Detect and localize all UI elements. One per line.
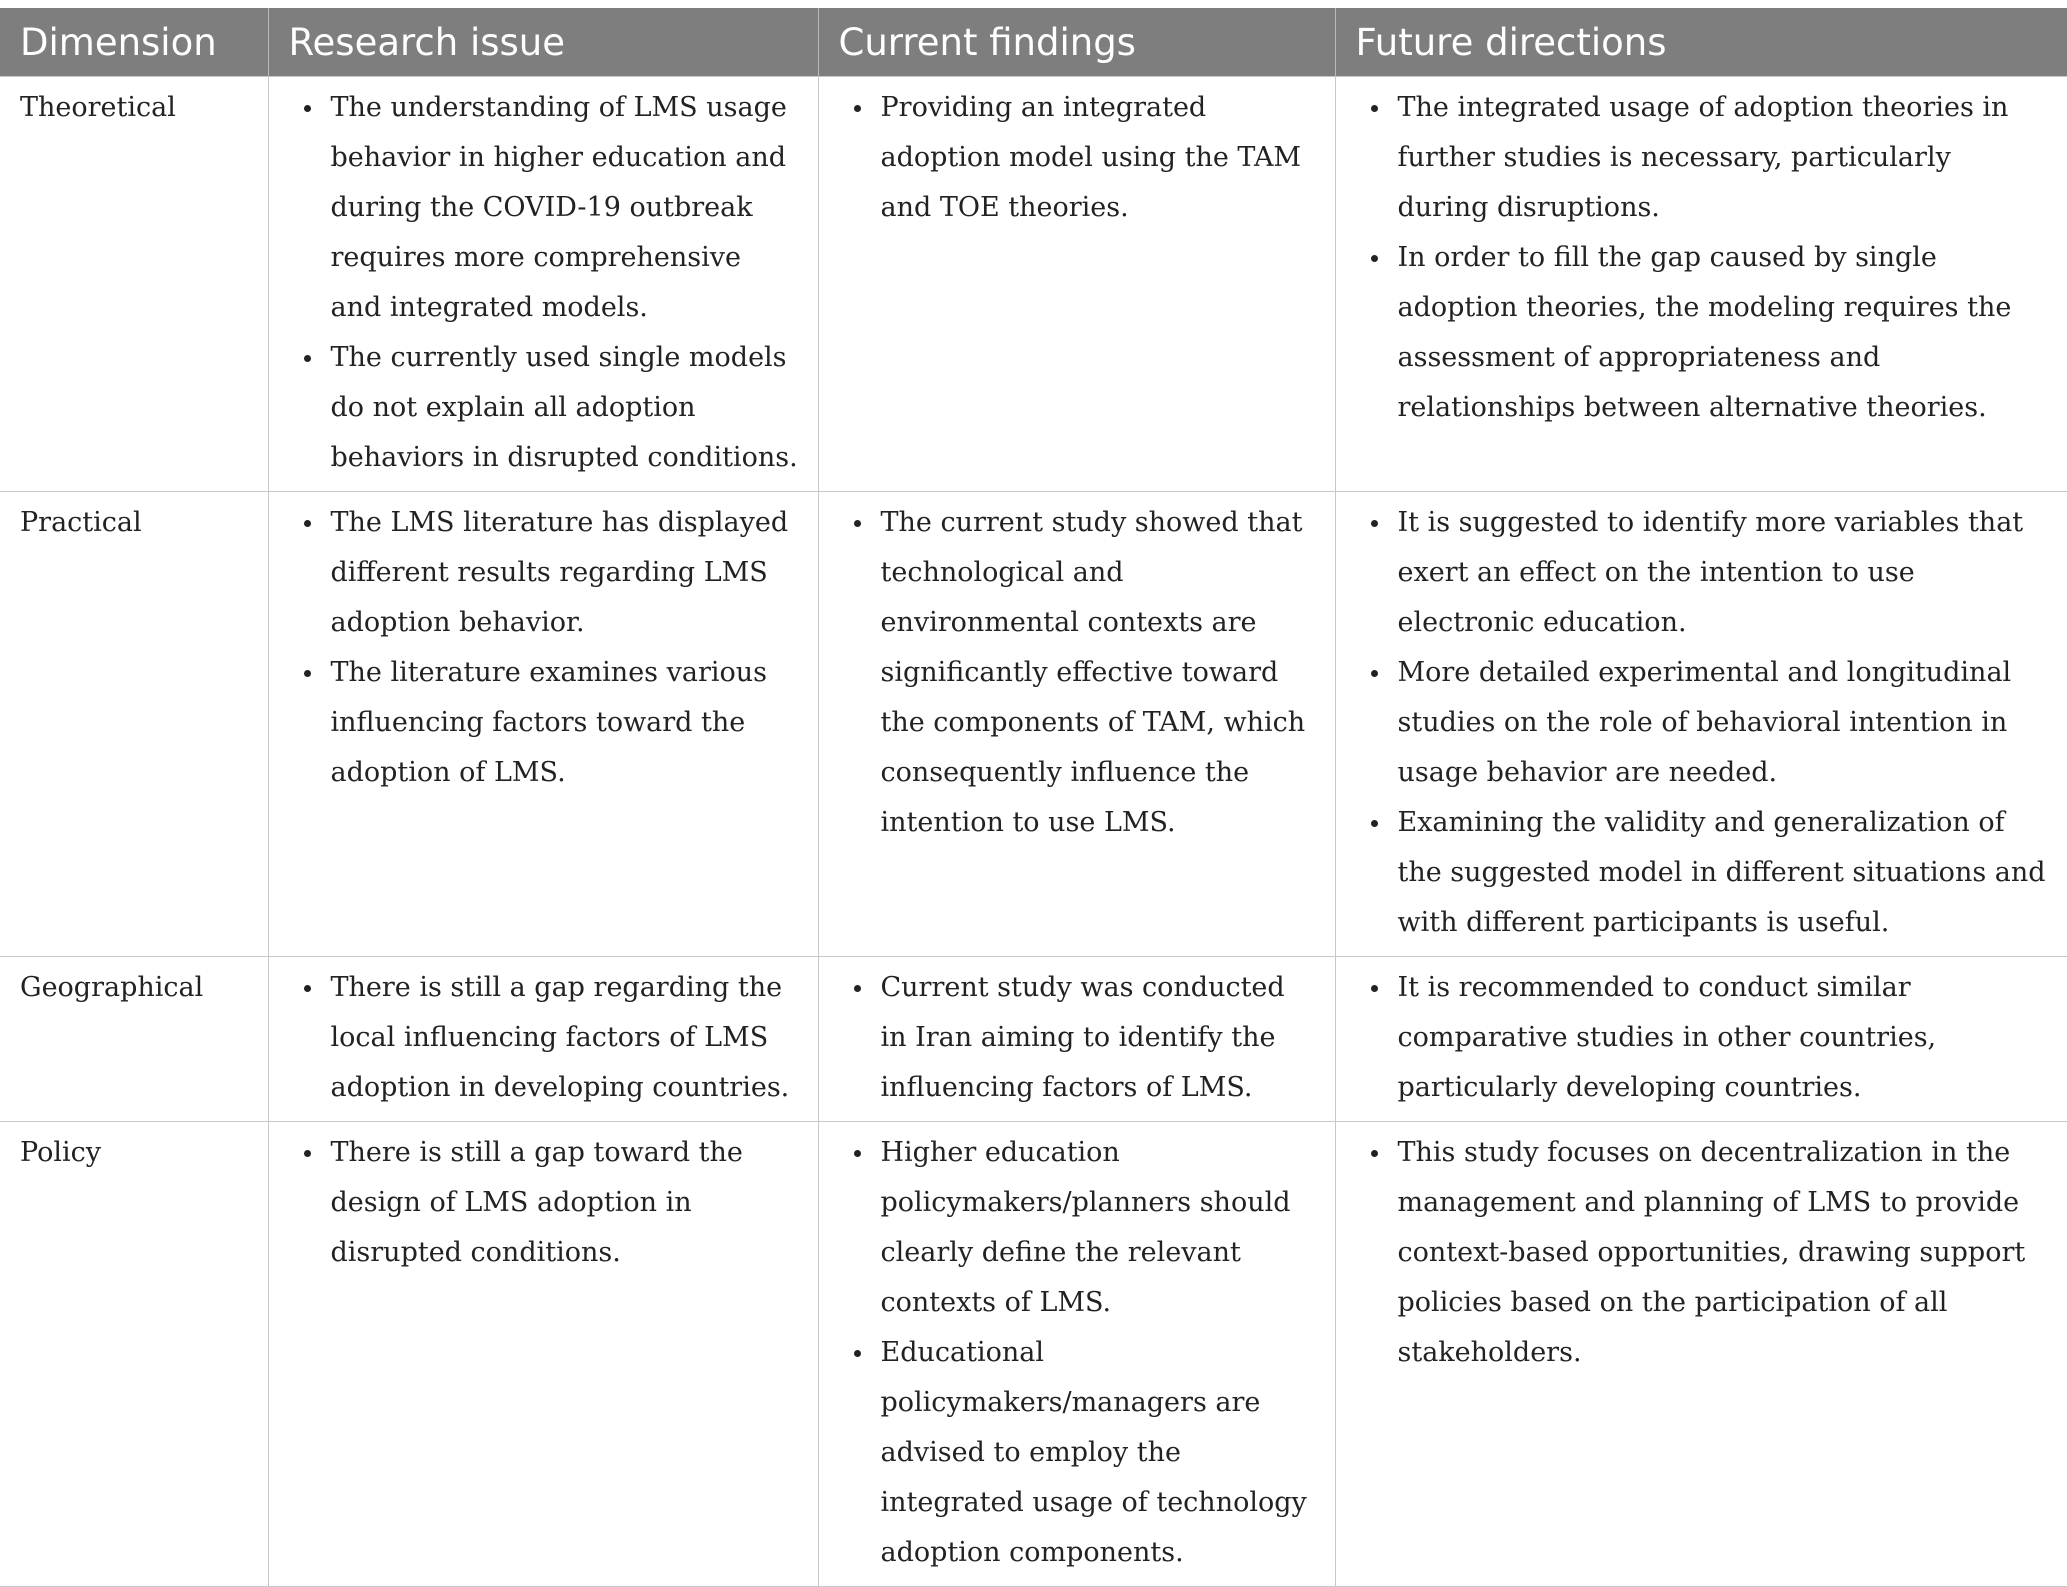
table-row	[0, 1122, 2067, 1587]
table-row	[0, 492, 2067, 957]
list-item: Examining the validity and generalization of the suggested model in different situations and with different participants is useful.	[1368, 798, 2050, 948]
bullet-list	[1356, 498, 2050, 948]
bullet-list	[1356, 83, 2050, 433]
header-row	[0, 8, 2067, 77]
research-issue-cell	[268, 957, 818, 1122]
list-item: The integrated usage of adoption theories in further studies is necessary, particularly during disruptions.	[1368, 83, 2050, 233]
bullet-list	[1356, 963, 2050, 1113]
list-item: The understanding of LMS usage behavior in higher education and during the COVID-19 outbreak requires more comprehensive and integrated models.	[301, 83, 800, 333]
dimension-cell: Theoretical	[0, 77, 268, 492]
list-item: The LMS literature has displayed different results regarding LMS adoption behavior.	[301, 498, 800, 648]
dimension-cell: Geographical	[0, 957, 268, 1122]
header-dimension: Dimension	[0, 8, 268, 77]
list-item: The currently used single models do not explain all adoption behaviors in disrupted conditions.	[301, 333, 800, 483]
list-item: The current study showed that technological and environmental contexts are significantly effective toward the components of TAM, which consequently influence the intention to use LMS.	[851, 498, 1317, 848]
bullet-list	[289, 963, 800, 1113]
bullet-list	[839, 1128, 1317, 1578]
future-directions-cell	[1335, 77, 2067, 492]
header-current-findings: Current findings	[818, 8, 1335, 77]
current-findings-cell	[818, 77, 1335, 492]
list-item: More detailed experimental and longitudinal studies on the role of behavioral intention in usage behavior are needed.	[1368, 648, 2050, 798]
research-issue-cell	[268, 77, 818, 492]
dimension-cell: Policy	[0, 1122, 268, 1587]
list-item: In order to fill the gap caused by single adoption theories, the modeling requires the assessment of appropriateness and relationships between alternative theories.	[1368, 233, 2050, 433]
current-findings-cell	[818, 957, 1335, 1122]
current-findings-cell	[818, 492, 1335, 957]
list-item: There is still a gap regarding the local influencing factors of LMS adoption in developing countries.	[301, 963, 800, 1113]
bullet-list	[839, 963, 1317, 1113]
bullet-list	[289, 498, 800, 798]
bullet-list	[839, 498, 1317, 848]
bullet-list	[839, 83, 1317, 233]
bullet-list	[289, 83, 800, 483]
list-item: This study focuses on decentralization in the management and planning of LMS to provide context-based opportunities, drawing support policies based on the participation of all stakeholders.	[1368, 1128, 2050, 1378]
future-directions-cell	[1335, 492, 2067, 957]
list-item: It is suggested to identify more variables that exert an effect on the intention to use electronic education.	[1368, 498, 2050, 648]
future-directions-cell	[1335, 1122, 2067, 1587]
list-item: There is still a gap toward the design of LMS adoption in disrupted conditions.	[301, 1128, 800, 1278]
table-row	[0, 77, 2067, 492]
header-research-issue: Research issue	[268, 8, 818, 77]
dimension-cell: Practical	[0, 492, 268, 957]
table-row	[0, 957, 2067, 1122]
bullet-list	[289, 1128, 800, 1278]
future-directions-cell	[1335, 957, 2067, 1122]
list-item: Educational policymakers/managers are advised to employ the integrated usage of technology adoption components.	[851, 1328, 1317, 1578]
current-findings-cell	[818, 1122, 1335, 1587]
header-future-directions: Future directions	[1335, 8, 2067, 77]
list-item: It is recommended to conduct similar comparative studies in other countries, particularly developing countries.	[1368, 963, 2050, 1113]
table-container	[0, 8, 2067, 1587]
list-item: Providing an integrated adoption model using the TAM and TOE theories.	[851, 83, 1317, 233]
research-issue-cell	[268, 1122, 818, 1587]
bullet-list	[1356, 1128, 2050, 1378]
list-item: Current study was conducted in Iran aiming to identify the influencing factors of LMS.	[851, 963, 1317, 1113]
list-item: The literature examines various influencing factors toward the adoption of LMS.	[301, 648, 800, 798]
research-issue-cell	[268, 492, 818, 957]
research-table	[0, 8, 2067, 1587]
list-item: Higher education policymakers/planners should clearly define the relevant contexts of LMS.	[851, 1128, 1317, 1328]
